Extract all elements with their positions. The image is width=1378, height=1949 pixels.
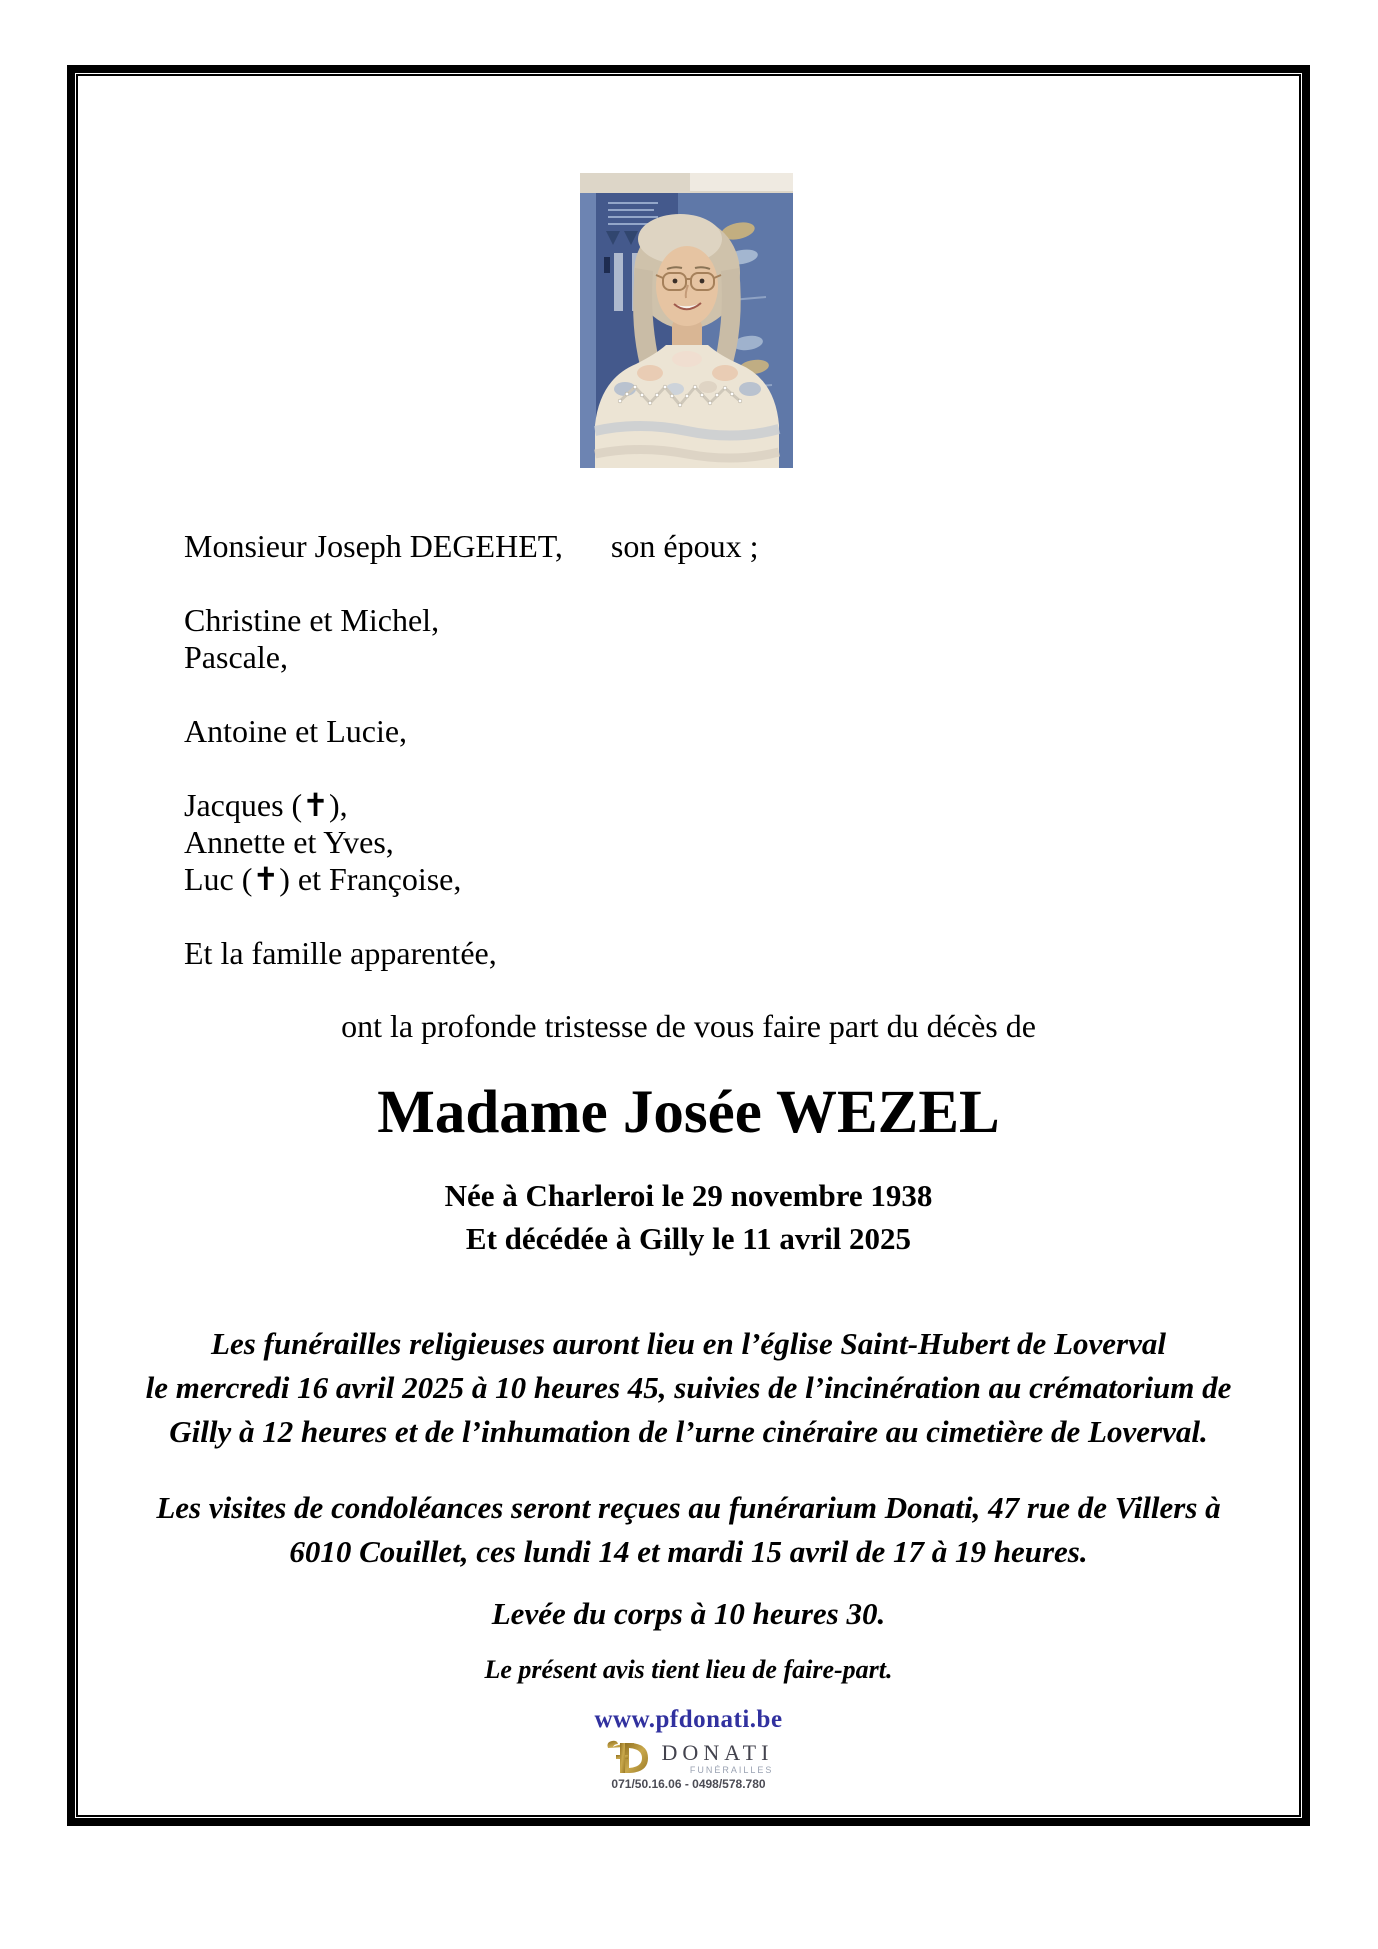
family-line: Annette et Yves, bbox=[184, 824, 394, 860]
birth-line: Née à Charleroi le 29 novembre 1938 bbox=[444, 1178, 933, 1213]
husband-name: Monsieur Joseph DEGEHET, bbox=[184, 528, 563, 564]
condolences-line: Les visites de condoléances seront reçues au funérarium Donati, 47 rue de Villers à bbox=[156, 1490, 1221, 1525]
funeral-line: Les funérailles religieuses auront lieu en l’église Saint-Hubert de Loverval bbox=[211, 1326, 1166, 1361]
donati-brand-subtitle: FUNÉRAILLES bbox=[689, 1765, 774, 1775]
family-line-extended: Et la famille apparentée, bbox=[184, 935, 497, 971]
phone-numbers: 071/50.16.06 - 0498/578.780 bbox=[611, 1777, 766, 1791]
condolences-details bbox=[79, 1486, 1298, 1574]
family-line: Pascale, bbox=[184, 639, 288, 675]
donati-monogram-icon bbox=[604, 1738, 656, 1776]
portrait-photo-graphic bbox=[580, 173, 793, 468]
website-link[interactable]: www.pfdonati.be bbox=[594, 1706, 783, 1733]
death-line: Et décédée à Gilly le 11 avril 2025 bbox=[465, 1221, 912, 1256]
family-line-husband bbox=[184, 528, 758, 565]
portrait-photo bbox=[580, 173, 793, 468]
family-line: Jacques (✝), bbox=[184, 787, 348, 823]
family-line: Antoine et Lucie, bbox=[184, 713, 408, 749]
deceased-dates bbox=[79, 1174, 1298, 1260]
family-line: Luc (✝) et Françoise, bbox=[184, 861, 462, 897]
husband-relation: son époux ; bbox=[610, 528, 759, 564]
announcement-line: ont la profonde tristesse de vous faire part du décès de bbox=[341, 1008, 1036, 1044]
family-block bbox=[184, 528, 758, 972]
donati-brand-name: DONATI bbox=[661, 1740, 774, 1765]
family-line: Christine et Michel, bbox=[184, 602, 440, 638]
funeral-line: Gilly à 12 heures et de l’inhumation de l’urne cinéraire au cimetière de Loverval. bbox=[169, 1414, 1208, 1449]
condolences-line: 6010 Couillet, ces lundi 14 et mardi 15 avril de 17 à 19 heures. bbox=[289, 1534, 1088, 1569]
deceased-name: Madame Josée WEZEL bbox=[377, 1079, 1000, 1146]
donati-logo-text bbox=[662, 1738, 774, 1776]
levee-line: Levée du corps à 10 heures 30. bbox=[491, 1596, 886, 1631]
funeral-details bbox=[79, 1322, 1298, 1454]
donati-logo bbox=[79, 1738, 1298, 1776]
notice-line: Le présent avis tient lieu de faire-part. bbox=[484, 1655, 893, 1684]
funeral-line: le mercredi 16 avril 2025 à 10 heures 45, suivies de l’incinération au crématorium de bbox=[145, 1370, 1232, 1405]
